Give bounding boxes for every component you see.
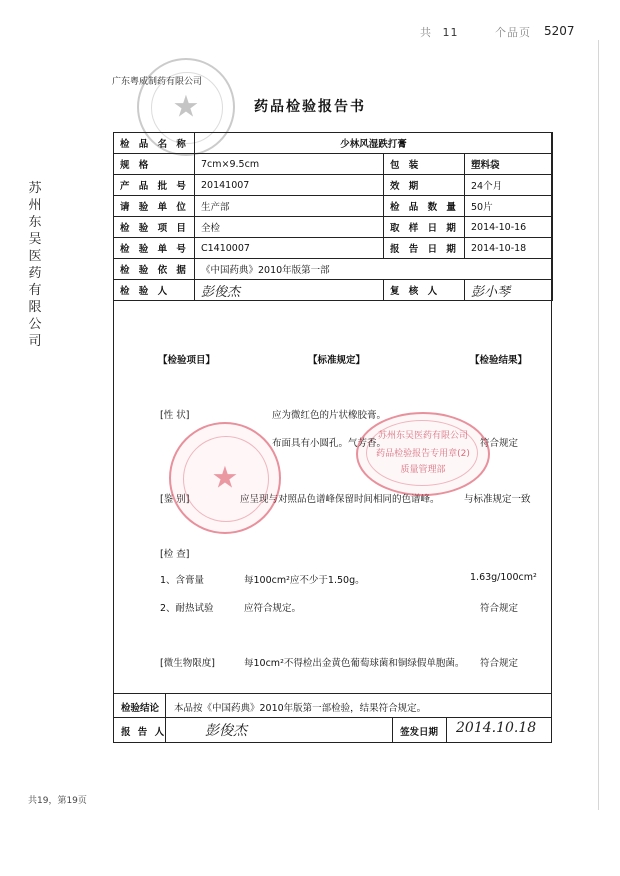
spec-value: 7cm×9.5cm	[195, 154, 384, 175]
order-label: 检 验 单 号	[114, 238, 195, 259]
validity-label: 效 期	[384, 175, 465, 196]
oval-seal-text-2: 药品检验报告专用章(2)	[376, 449, 470, 459]
requester-label: 请 验 单 位	[114, 196, 195, 217]
inspector-label: 检 验 人	[114, 280, 195, 301]
product-name-label: 检 品 名 称	[114, 133, 195, 154]
left-vertical-stamp: 苏州东吴医药有限公司	[28, 181, 42, 349]
identify-label: [鉴 别]	[160, 494, 190, 505]
reporter-signature: 彭俊杰	[205, 723, 247, 739]
identify-result: 与标准规定一致	[464, 494, 531, 505]
sign-date-divider-left	[392, 717, 393, 743]
reviewer-label: 复 核 人	[384, 280, 465, 301]
order-value: C1410007	[195, 238, 384, 259]
product-name: 少林风湿跌打膏	[195, 133, 553, 154]
batch-value: 20141007	[195, 175, 384, 196]
reviewer-signature: 彭小琴	[465, 280, 553, 301]
item-label: 检 验 项 目	[114, 217, 195, 238]
appearance-result: 符合规定	[480, 438, 519, 449]
content-label: 1、含膏量	[160, 575, 205, 586]
spec-label: 规 格	[114, 154, 195, 175]
quality-dept-seal	[356, 412, 490, 496]
sign-date-divider-right	[446, 717, 447, 743]
seal-star-icon: ★	[211, 460, 239, 496]
footer-page-number: 共19，第19页	[28, 796, 87, 806]
package-label: 包 装	[384, 154, 465, 175]
sign-date-label: 签发日期	[400, 727, 439, 738]
reporter-label: 报 告 人	[121, 727, 167, 738]
col-standard-header: 【标准规定】	[308, 355, 366, 366]
reporter-row-top-border	[113, 717, 552, 718]
identify-standard: 应呈现与对照品色谱峰保留时间相同的色谱峰。	[240, 494, 440, 505]
validity-value: 24个月	[465, 175, 553, 196]
inspector-signature: 彭俊杰	[195, 280, 384, 301]
content-standard: 每100cm²应不少于1.50g。	[244, 575, 365, 586]
report-date-label: 报 告 日 期	[384, 238, 465, 259]
basis-value: 《中国药典》2010年版第一部	[195, 259, 553, 280]
content-result: 1.63g/100cm²	[470, 572, 537, 583]
appearance-standard-1: 应为微红色的片状橡胶膏。	[272, 410, 387, 421]
sign-date-value: 2014.10.18	[456, 720, 537, 736]
seal-star-icon: ★	[172, 89, 200, 125]
micro-standard: 每10cm²不得检出金黄色葡萄球菌和铜绿假单胞菌。	[244, 658, 465, 669]
red-company-seal	[169, 422, 281, 534]
report-date-value: 2014-10-18	[465, 238, 553, 259]
requester-value: 生产部	[195, 196, 384, 217]
page-label: 个品页	[495, 26, 531, 39]
conclusion-label: 检验结论	[121, 703, 160, 714]
micro-label: [微生物限度]	[160, 658, 215, 669]
total-pages: 11	[442, 26, 459, 39]
basis-label: 检 验 依 据	[114, 259, 195, 280]
quantity-label: 检 品 数 量	[384, 196, 465, 217]
company-name: 广东粤威制药有限公司	[112, 77, 203, 87]
page-count	[420, 24, 531, 40]
item-value: 全检	[195, 217, 384, 238]
quantity-value: 50片	[465, 196, 553, 217]
oval-seal-text-1: 苏州东吴医药有限公司	[377, 431, 468, 441]
col-result-header: 【检验结果】	[470, 355, 528, 366]
batch-label: 产 品 批 号	[114, 175, 195, 196]
check-label: [检 查]	[160, 549, 190, 560]
col-item-header: 【检验项目】	[158, 355, 216, 366]
document-code: 5207	[544, 24, 575, 38]
sample-date-value: 2014-10-16	[465, 217, 553, 238]
sample-date-label: 取 样 日 期	[384, 217, 465, 238]
document-title: 药品检验报告书	[254, 99, 366, 115]
scan-edge-line	[598, 40, 599, 810]
appearance-standard-2: 布面具有小圆孔。气芳香。	[272, 438, 387, 449]
micro-result: 符合规定	[480, 658, 519, 669]
appearance-label: [性 状]	[160, 410, 190, 421]
peel-standard: 应符合规定。	[244, 603, 302, 614]
total-label: 共	[420, 26, 432, 39]
package-value: 塑料袋	[465, 154, 553, 175]
peel-result: 符合规定	[480, 603, 519, 614]
conclusion-row-top-border	[113, 693, 552, 694]
conclusion-text: 本品按《中国药典》2010年版第一部检验，结果符合规定。	[174, 703, 427, 714]
oval-seal-text-3: 质量管理部	[400, 465, 446, 475]
peel-label: 2、耐热试验	[160, 603, 214, 614]
